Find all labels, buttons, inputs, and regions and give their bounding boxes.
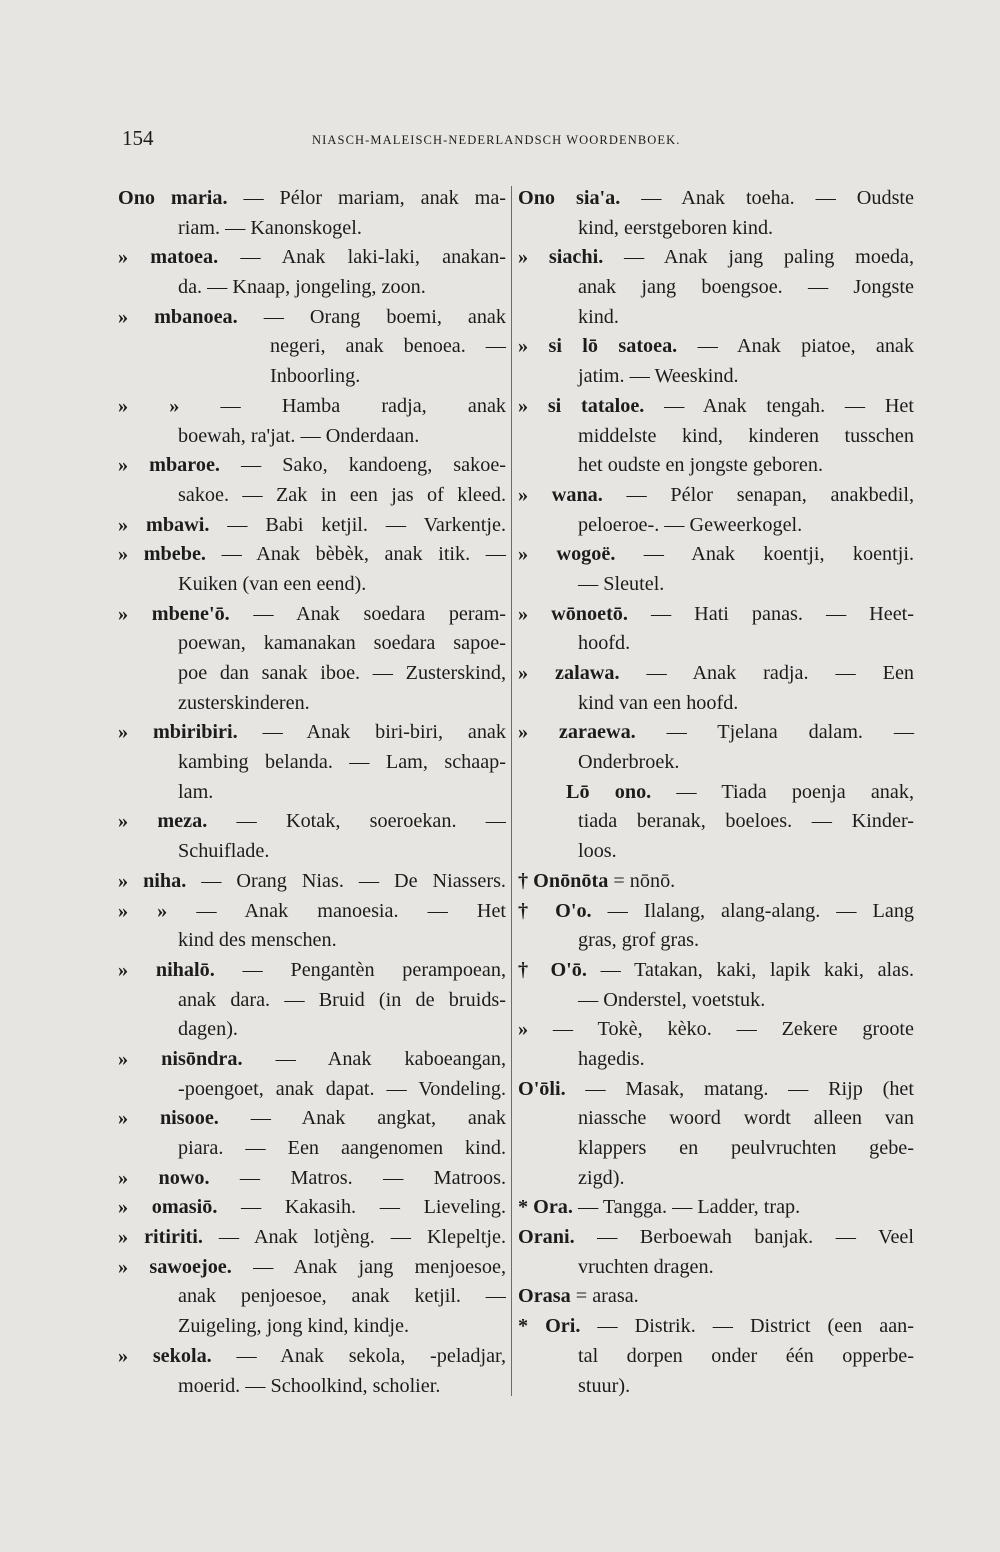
dictionary-line: » siachi. — Anak jang paling moeda,: [518, 246, 915, 269]
headword: » meza.: [118, 810, 208, 833]
dictionary-line: poe dan sanak iboe. — Zusterskind,: [178, 662, 506, 684]
headword: Ono sia'a.: [518, 187, 621, 209]
dictionary-line: » nowo. — Matros. — Matroos.: [118, 1166, 506, 1189]
dictionary-line: -poengoet, anak dapat. — Vondeling.: [178, 1077, 506, 1100]
dictionary-line: » omasiō. — Kakasih. — Lieveling.: [118, 1196, 507, 1219]
left-column: [118, 184, 506, 1401]
dictionary-line: » zalawa. — Anak radja. — Een: [518, 662, 914, 684]
dictionary-line: anak dara. — Bruid (in de bruids-: [178, 988, 506, 1011]
headword: » siachi.: [518, 246, 604, 269]
dictionary-line: » nihalō. — Pengantèn perampoean,: [118, 958, 506, 981]
dictionary-line: moerid. — Schoolkind, scholier.: [178, 1374, 441, 1397]
dictionary-line: middelste kind, kinderen tusschen: [578, 424, 914, 447]
dictionary-line: » ritiriti. — Anak lotjèng. — Klepeltje.: [118, 1226, 506, 1249]
dictionary-line: » nisooe. — Anak angkat, anak: [118, 1107, 507, 1130]
dictionary-line: jatim. — Weeskind.: [578, 365, 739, 388]
dictionary-line: » mbiribiri. — Anak biri-biri, anak: [118, 721, 506, 744]
headword: » si tataloe.: [518, 394, 645, 417]
dictionary-line: negeri, anak benoea. —: [270, 335, 506, 358]
right-column: [518, 184, 914, 1401]
dictionary-line: » » — Hamba radja, anak: [118, 394, 507, 417]
dictionary-line: » meza. — Kotak, soeroekan. —: [118, 810, 506, 833]
dictionary-line: tiada beranak, boeloes. — Kinder-: [578, 810, 914, 833]
running-title: NIASCH-MALEISCH-NEDERLANDSCH WOORDENBOEK.: [312, 133, 681, 147]
headword: » mbawi.: [118, 513, 210, 536]
headword: » ritiriti.: [118, 1226, 203, 1249]
headword: Lō ono.: [566, 780, 652, 803]
headword: † O'o.: [518, 899, 592, 922]
dictionary-line: Lō ono. — Tiada poenja anak,: [566, 780, 914, 803]
headword: » wogoë.: [518, 543, 616, 566]
dictionary-line: Inboorling.: [270, 365, 361, 388]
dictionary-line: zigd).: [578, 1166, 625, 1189]
dictionary-line: » mbanoea. — Orang boemi, anak: [118, 305, 506, 328]
headword: » sekola.: [118, 1344, 212, 1367]
dictionary-line: da. — Knaap, jongeling, zoon.: [178, 276, 426, 299]
headword: » »: [118, 899, 168, 922]
headword: * Ori.: [518, 1315, 581, 1338]
headword: » nowo.: [118, 1166, 210, 1189]
dictionary-line: » mbene'ō. — Anak soedara peram-: [118, 602, 507, 625]
dictionary-line: Ono sia'a. — Anak toeha. — Oudste: [518, 187, 914, 209]
dictionary-line: anak jang boengsoe. — Jongste: [578, 276, 914, 299]
dictionary-line: O'ōli. — Masak, matang. — Rijp (het: [518, 1077, 914, 1100]
headword: » mbebe.: [118, 543, 206, 566]
headword: »: [518, 1018, 529, 1041]
dictionary-line: anak penjoesoe, anak ketjil. —: [178, 1285, 506, 1308]
dictionary-line: » mbaroe. — Sako, kandoeng, sakoe-: [118, 454, 506, 477]
dictionary-line: kind des menschen.: [178, 929, 337, 952]
dictionary-line: † O'ō. — Tatakan, kaki, lapik kaki, alas.: [518, 958, 914, 981]
headword: » zalawa.: [518, 662, 620, 684]
dictionary-line: * Ori. — Distrik. — District (een aan-: [518, 1315, 914, 1338]
dictionary-line: Orani. — Berboewah banjak. — Veel: [518, 1226, 914, 1249]
headword: Ono maria.: [118, 187, 228, 209]
dictionary-line: » wōnoetō. — Hati panas. — Heet-: [518, 602, 914, 625]
headword: » wōnoetō.: [518, 602, 628, 625]
headword: Orasa: [518, 1285, 571, 1308]
dictionary-line: tal dorpen onder één opperbe-: [578, 1344, 914, 1367]
dictionary-line: gras, grof gras.: [578, 929, 700, 952]
dictionary-line: piara. — Een aangenomen kind.: [178, 1137, 506, 1159]
dictionary-line: kambing belanda. — Lam, schaap-: [178, 751, 506, 774]
dictionary-line: sakoe. — Zak in een jas of kleed.: [178, 483, 506, 506]
dictionary-line: boewah, ra'jat. — Onderdaan.: [178, 424, 420, 447]
dictionary-line: loos.: [578, 840, 617, 863]
dictionary-line: — Sleutel.: [578, 572, 665, 595]
dictionary-line: » mbebe. — Anak bèbèk, anak itik. —: [118, 543, 506, 566]
headword: O'ōli.: [518, 1077, 566, 1100]
dictionary-line: — Onderstel, voetstuk.: [578, 988, 766, 1011]
dictionary-line: klappers en peulvruchten gebe-: [578, 1137, 914, 1159]
dictionary-line: poewan, kamanakan soedara sapoe-: [178, 632, 506, 655]
dictionary-line: dagen).: [178, 1018, 238, 1041]
page-header: [0, 120, 1000, 160]
dictionary-line: » sekola. — Anak sekola, -peladjar,: [118, 1344, 507, 1367]
dictionary-line: » mbawi. — Babi ketjil. — Varkentje.: [118, 513, 506, 536]
headword: » zaraewa.: [518, 721, 636, 744]
headword: » mbiribiri.: [118, 721, 238, 744]
headword: * Ora.: [518, 1196, 573, 1219]
dictionary-line: » matoea. — Anak laki-laki, anakan-: [118, 246, 506, 269]
dictionary-line: stuur).: [578, 1374, 631, 1397]
dictionary-line: het oudste en jongste geboren.: [578, 454, 823, 477]
headword: » »: [118, 394, 180, 417]
headword: » mbaroe.: [118, 454, 220, 477]
dictionary-line: » wana. — Pélor senapan, anakbedil,: [518, 483, 914, 506]
dictionary-line: Ono maria. — Pélor mariam, anak ma-: [118, 187, 506, 209]
dictionary-line: » zaraewa. — Tjelana dalam. —: [518, 721, 915, 744]
headword: » matoea.: [118, 246, 219, 269]
headword: Orani.: [518, 1226, 575, 1249]
dictionary-line: vruchten dragen.: [578, 1255, 714, 1278]
page-number: 154: [122, 126, 154, 150]
headword: » wana.: [518, 483, 603, 506]
dictionary-line: zusterskinderen.: [178, 691, 310, 714]
dictionary-line: hoofd.: [578, 632, 631, 655]
dictionary-line: kind.: [578, 305, 619, 328]
dictionary-line: hagedis.: [578, 1047, 645, 1070]
dictionary-line: niassche woord wordt alleen van: [578, 1107, 914, 1130]
headword: » nihalō.: [118, 958, 215, 981]
dictionary-line: » si tataloe. — Anak tengah. — Het: [518, 394, 914, 417]
headword: » omasiō.: [118, 1196, 218, 1219]
headword: » nisooe.: [118, 1107, 219, 1130]
dictionary-line: Kuiken (van een eend).: [178, 572, 367, 595]
dictionary-line: » nisōndra. — Anak kaboeangan,: [118, 1047, 506, 1070]
dictionary-line: riam. — Kanonskogel.: [178, 216, 362, 239]
headword: » sawoejoe.: [118, 1255, 232, 1278]
column-divider: [511, 186, 512, 1396]
dictionary-line: * Ora. — Tangga. — Ladder, trap.: [518, 1196, 801, 1219]
dictionary-line: † Onōnōta = nōnō.: [518, 869, 676, 892]
dictionary-line: lam.: [178, 780, 214, 803]
dictionary-line: Schuiflade.: [178, 840, 270, 863]
dictionary-line: » » — Anak manoesia. — Het: [118, 899, 507, 922]
dictionary-line: » wogoë. — Anak koentji, koentji.: [518, 543, 915, 566]
dictionary-line: Orasa = arasa.: [518, 1285, 639, 1308]
headword: » si lō satoea.: [518, 335, 678, 358]
dictionary-line: » si lō satoea. — Anak piatoe, anak: [518, 335, 914, 358]
headword: » nisōndra.: [118, 1047, 243, 1070]
dictionary-line: kind, eerstgeboren kind.: [578, 216, 774, 239]
dictionary-line: Zuigeling, jong kind, kindje.: [178, 1315, 410, 1338]
dictionary-line: † O'o. — Ilalang, alang-alang. — Lang: [518, 899, 915, 922]
dictionary-line: » niha. — Orang Nias. — De Niassers.: [118, 869, 506, 892]
dictionary-line: » sawoejoe. — Anak jang menjoesoe,: [118, 1255, 506, 1278]
headword: » niha.: [118, 869, 187, 892]
dictionary-line: Onderbroek.: [578, 751, 680, 774]
dictionary-line: peloeroe-. — Geweerkogel.: [578, 513, 803, 536]
headword: » mbanoea.: [118, 305, 238, 328]
headword: † Onōnōta: [518, 869, 609, 892]
dictionary-line: » — Tokè, kèko. — Zekere groote: [518, 1018, 914, 1041]
headword: † O'ō.: [518, 958, 587, 981]
dictionary-line: kind van een hoofd.: [578, 691, 739, 714]
headword: » mbene'ō.: [118, 602, 230, 625]
